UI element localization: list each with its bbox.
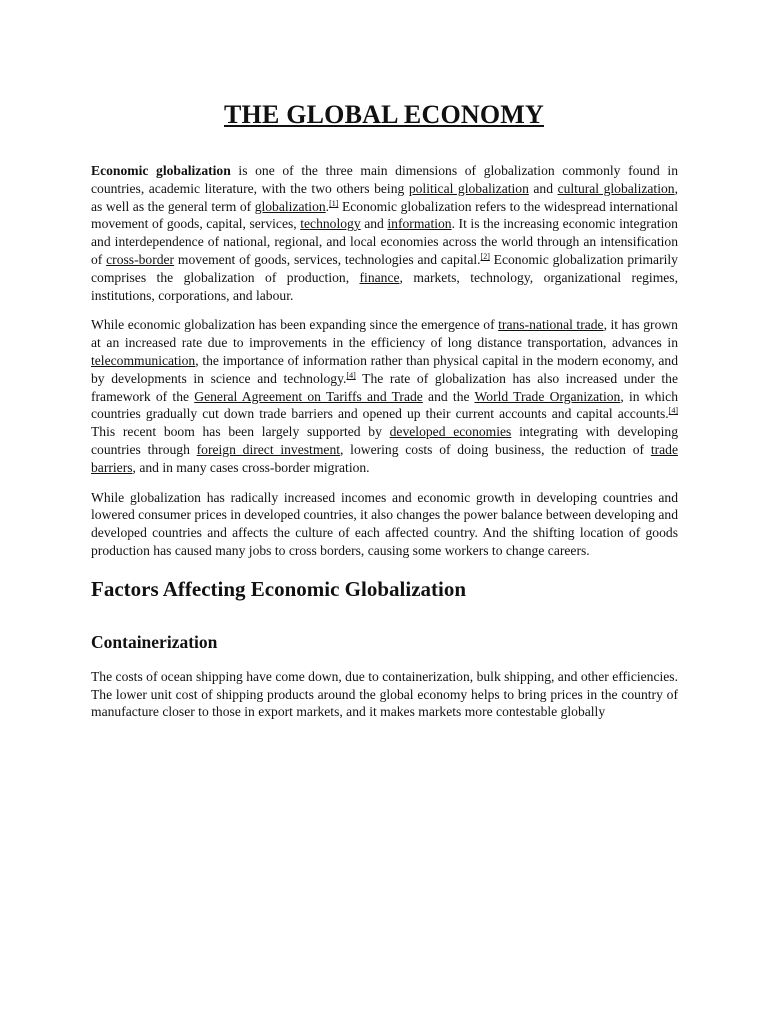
text: .: [325, 198, 330, 214]
text: , and in many cases cross-border migration.: [132, 459, 370, 475]
citation-link-4-second[interactable]: [4]: [668, 406, 678, 416]
link-cross-border[interactable]: cross-border: [106, 251, 175, 267]
text: , as well as the general term of: [91, 180, 678, 214]
citation-link-4[interactable]: [4]: [346, 370, 356, 380]
text: Economic globalization refers to the widespread international movement of goods, capital, services,: [91, 198, 678, 232]
text: , markets, technology, organizational regimes, institutions, corporations, and labour.: [91, 269, 678, 303]
text: is one of the three main dimensions of globalization commonly found in countries, academic literature, with the two others being: [91, 163, 678, 196]
text: and: [528, 180, 558, 196]
link-trade-barriers[interactable]: trade barriers: [91, 441, 678, 475]
link-political-globalization[interactable]: political globalization: [408, 180, 529, 196]
link-telecommunication[interactable]: telecommunication: [91, 352, 196, 368]
text: and: [360, 216, 388, 232]
citation-link-2[interactable]: [2]: [480, 251, 490, 261]
citation-link-1[interactable]: [1]: [329, 198, 339, 208]
link-information[interactable]: information: [387, 216, 452, 232]
document-title: THE GLOBAL ECONOMY: [224, 100, 544, 129]
term-economic-globalization: Economic globalization: [91, 163, 231, 178]
subsection-heading: Containerization: [91, 631, 218, 652]
text: . It is the increasing economic integration and interdependence of national, regional, and local economies across the world through an intensification of: [91, 216, 678, 267]
link-technology[interactable]: technology: [300, 216, 361, 232]
section-heading: Factors Affecting Economic Globalization: [91, 576, 467, 601]
link-finance[interactable]: finance: [359, 269, 400, 285]
text: movement of goods, services, technologies and capital.: [174, 251, 481, 267]
text: , the importance of information rather than physical capital in the modern economy, and by developments in science and technology.: [91, 352, 678, 386]
text: While economic globalization has been expanding since the emergence of: [91, 317, 499, 333]
text: This recent boom has been largely supported by: [91, 424, 390, 440]
paragraph-containerization: The costs of ocean shipping have come down, due to containerization, bulk shipping, and other efficiencies. The lower unit cost of shipping products around the global economy helps to bring prices in the country of manufacture closer to those in export markets, and it makes markets more contestable globally: [91, 668, 678, 720]
text: , it has grown at an increased rate due to improvements in the efficiency of long distance transportation, advances in: [91, 317, 678, 351]
document-body: [91, 162, 678, 733]
link-globalization[interactable]: globalization: [254, 198, 326, 214]
text: , lowering costs of doing business, the reduction of: [340, 441, 651, 457]
text: The rate of globalization has also increased under the framework of the: [91, 370, 678, 404]
link-wto[interactable]: World Trade Organization: [474, 388, 621, 404]
text: and the: [422, 388, 475, 404]
link-developed-economies[interactable]: developed economies: [389, 424, 512, 440]
link-cultural-globalization[interactable]: cultural globalization: [557, 180, 675, 196]
link-trans-national-trade[interactable]: trans-national trade: [498, 317, 604, 333]
link-foreign-direct-investment[interactable]: foreign direct investment: [196, 441, 341, 457]
text: integrating with developing countries through: [91, 424, 678, 457]
link-gatt[interactable]: General Agreement on Tariffs and Trade: [194, 388, 423, 404]
paragraph-effects: While globalization has radically increased incomes and economic growth in developing countries and lowered consumer prices in developed countries, it also changes the power balance between developing and developed countries and affects the culture of each affected country. And the shifting location of goods production has caused many jobs to cross borders, causing some workers to change careers.: [91, 489, 678, 558]
text: , in which countries gradually cut down trade barriers and opened up their current accounts and capital accounts.: [91, 388, 678, 422]
text: Economic globalization primarily comprises the globalization of production,: [91, 251, 678, 285]
paragraph-intro: [91, 162, 678, 304]
paragraph-growth: [91, 316, 678, 476]
